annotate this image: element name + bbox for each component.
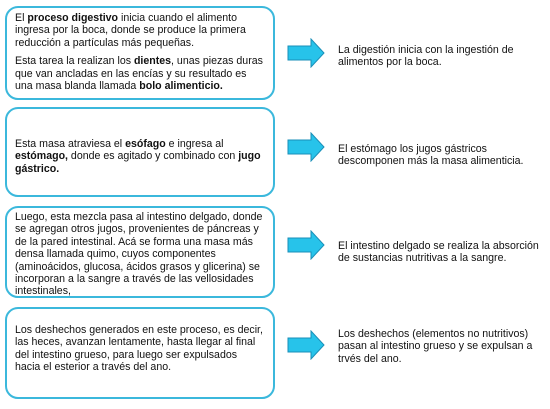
arrow-right-icon (287, 230, 325, 260)
step-2-box (5, 107, 275, 197)
step-4-result: Los deshechos (elementos no nutritivos) pasan al intestino grueso y se expulsan a trvés del ano. (338, 328, 533, 365)
arrow-right-icon (287, 132, 325, 162)
step-1-paragraph-2: Esta tarea la realizan los dientes, unas piezas duras que van ancladas en las encías y su resultado es una masa blanda llamada bolo alimenticio. (15, 55, 263, 93)
step-2-result: El estómago los jugos gástricos descomponen más la masa alimenticia. (338, 143, 524, 168)
step-1-box (5, 6, 275, 100)
arrow-right-icon (287, 38, 325, 68)
step-1-paragraph-1: El proceso digestivo inicia cuando el alimento ingresa por la boca, donde se produce la primera reducción a partículas más pequeñas. (15, 12, 246, 49)
step-3-paragraph-1: Luego, esta mezcla pasa al intestino delgado, donde se agregan otros jugos, provenientes de páncreas y de la pared intestinal. Acá se forma una masa más densa llamada quimo, cuyos componentes (aminoácidos, glucosa, ácidos grasos y glicerina) se incorporan a la sangre a través de las vellosidades intestinales, (15, 211, 263, 298)
step-4-box (5, 307, 275, 399)
step-2-paragraph-1: Esta masa atraviesa el esófago e ingresa al estómago, donde es agitado y combinado con jugo gástrico. (15, 138, 261, 175)
step-1-result: La digestión inicia con la ingestión de alimentos por la boca. (338, 44, 514, 69)
step-4-paragraph-1: Los deshechos generados en este proceso, es decir, las heces, avanzan lentamente, hasta llegar al final del intestino grueso, para luego ser expulsados hacia el esterior a través del ano. (15, 324, 263, 374)
step-3-box (5, 206, 275, 298)
arrow-right-icon (287, 330, 325, 360)
step-3-result: El intestino delgado se realiza la absorción de sustancias nutritivas a la sangre. (338, 240, 539, 265)
